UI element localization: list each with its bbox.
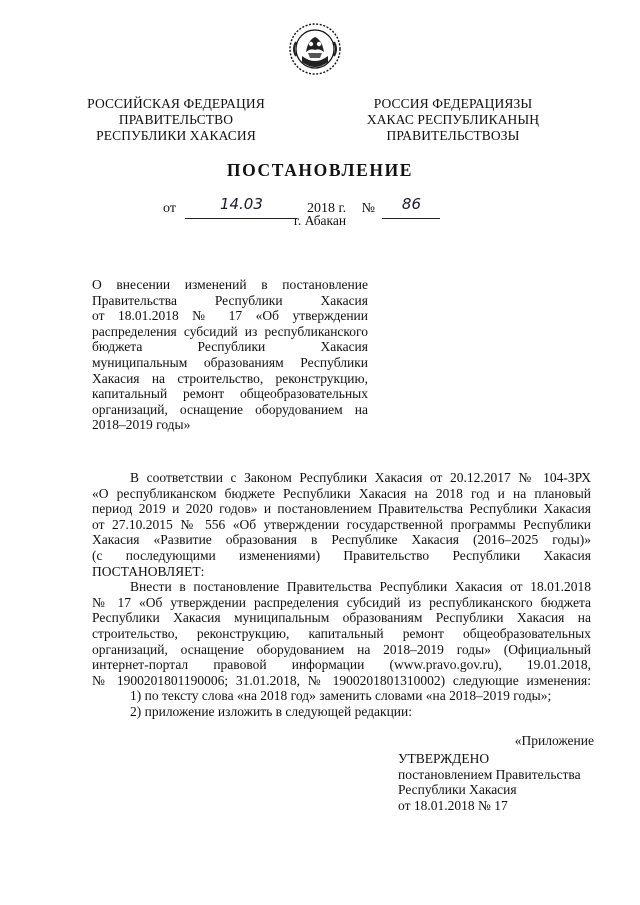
appendix-line: от 18.01.2018 № 17 [398, 798, 508, 814]
body-line: ПОСТАНОВЛЯЕТ: [92, 563, 205, 579]
subject-line: Правительства Республики Хакасия [92, 292, 368, 308]
body-line: № 17 «Об утверждении распределения субсидий из республиканского бюджета [92, 594, 591, 610]
header-right-line: ХАКАС РЕСПУБЛИКАНЫҢ [366, 112, 540, 127]
header-right-line: РОССИЯ ФЕДЕРАЦИЯЗЫ [373, 96, 533, 111]
subject-line: от 18.01.2018 № 17 «Об утверждении [92, 308, 368, 324]
body-line: интернет-портал правовой информации (www.pravo.gov.ru), 19.01.2018, [92, 657, 591, 673]
body-text [92, 470, 591, 720]
coat-of-arms-emblem [288, 22, 342, 76]
subject-line: бюджета Республики Хакасия [92, 339, 368, 355]
subject-block [92, 277, 368, 433]
subject-line: муниципальным образованиям Республики [92, 354, 368, 370]
appendix-line: Республики Хакасия [398, 782, 517, 798]
body-line: № 1900201801190006; 31.01.2018, № 1900201801310002) следующие изменения: [92, 672, 591, 688]
subject-line: организаций, оснащение оборудованием на [92, 401, 368, 417]
appendix-title: «Приложение [514, 733, 594, 748]
subject-line: 2018–2019 годы» [92, 417, 191, 433]
body-line: 1) по тексту слова «на 2018 год» заменить словами «на 2018–2019 годы»; [130, 688, 552, 704]
date-prefix: от [163, 201, 176, 216]
header-left-russian [76, 96, 276, 144]
subject-line: распределения субсидий из республиканского [92, 323, 368, 339]
document-title: ПОСТАНОВЛЕНИЕ [226, 160, 414, 180]
body-line: 2) приложение изложить в следующей редакции: [130, 703, 413, 719]
number-sign: № [361, 201, 375, 216]
body-line: строительство, реконструкцию, капитальный ремонт общеобразовательных [92, 625, 591, 641]
body-line: Республики Хакасия муниципальным образованиям Республики Хакасия на [92, 610, 591, 626]
subject-line: капитальный ремонт общеобразовательных [92, 386, 368, 402]
body-line: организаций, оснащение оборудованием на 2018–2019 годы» (Официальный [92, 641, 591, 657]
header-right-khakas [353, 96, 553, 144]
body-line: от 27.10.2015 № 556 «Об утверждении государственной программы Республики [92, 516, 591, 532]
body-line: (с последующими изменениями) Правительство Республики Хакасия [92, 547, 591, 563]
body-line: Внести в постановление Правительства Республики Хакасия от 18.01.2018 [130, 579, 591, 595]
appendix-line: УТВЕРЖДЕНО [398, 750, 490, 766]
appendix-line: постановлением Правительства [398, 766, 581, 782]
header-right-line: ПРАВИТЕЛЬСТВОЗЫ [386, 128, 520, 143]
handwritten-date: 14.03 [219, 195, 263, 213]
city-name: г. Абакан [293, 213, 347, 228]
date-year: 2018 г. [306, 201, 347, 216]
header-left-line: ПРАВИТЕЛЬСТВО [118, 112, 234, 127]
appendix-block [398, 733, 594, 814]
header-left-line: РЕСПУБЛИКИ ХАКАСИЯ [96, 128, 256, 143]
body-line: В соответствии с Законом Республики Хакасия от 20.12.2017 № 104-ЗРХ [130, 470, 591, 485]
header-left-line: РОССИЙСКАЯ ФЕДЕРАЦИЯ [87, 96, 265, 111]
subject-line: Хакасия на строительство, реконструкцию, [92, 370, 368, 386]
handwritten-number: 86 [401, 195, 422, 213]
subject-line: О внесении изменений в постановление [92, 277, 368, 292]
body-line: Хакасия «Развитие образования в Республике Хакасия (2016–2025 годы)» [92, 532, 591, 548]
body-line: период 2019 и 2020 годов» и постановлением Правительства Республики Хакасия [92, 501, 591, 517]
body-line: «О республиканском бюджете Республики Хакасия на 2018 год и на плановый [92, 485, 591, 501]
